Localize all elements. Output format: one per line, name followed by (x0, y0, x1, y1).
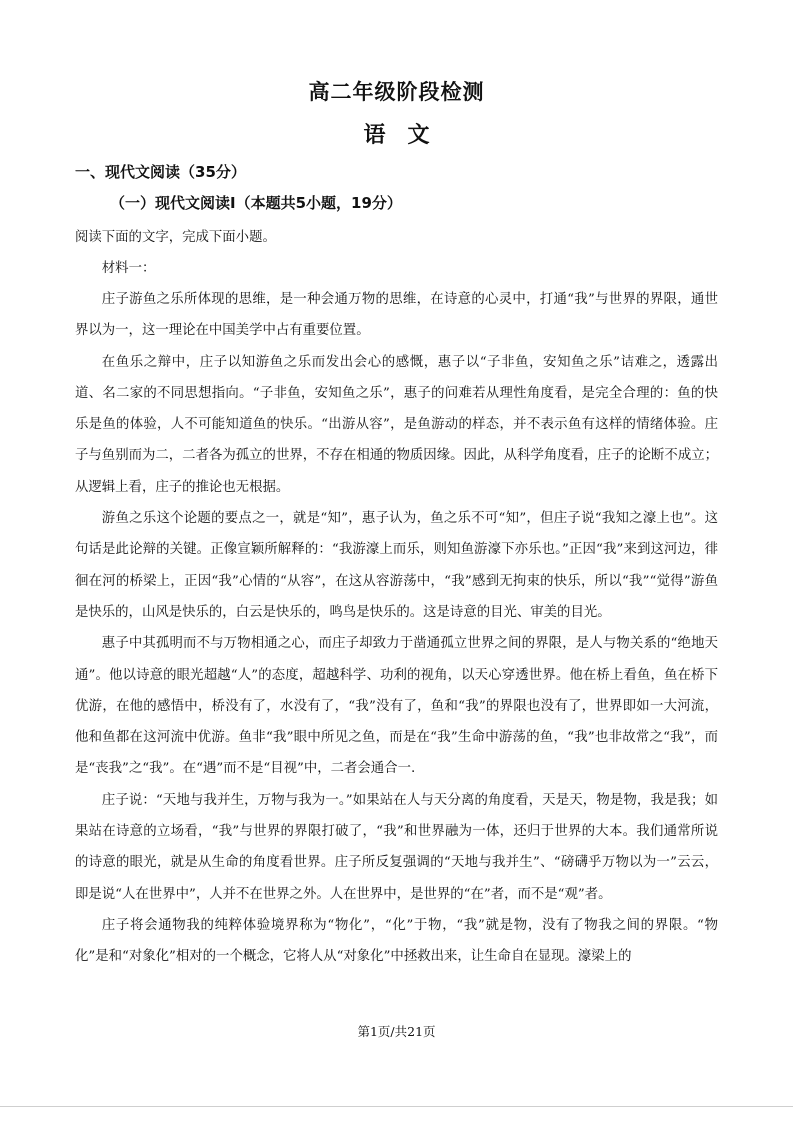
paragraph: 惠子中其孤明而不与万物相通之心，而庄子却致力于凿通孤立世界之间的界限，是人与物关系的“绝地天通”。他以诗意的眼光超越“人”的态度，超越科学、功利的视角，以天心穿透世界。他在桥上看鱼，鱼在桥下优游，在他的感悟中，桥没有了，水没有了，“我”没有了，鱼和“我”的界限也没有了，世界即如一大河流，他和鱼都在这河流中优游。鱼非“我”眼中所见之鱼，而是在“我”生命中游荡的鱼，“我”也非故常之“我”，而是“丧我”之“我”。在“遇”而不是“目视”中，二者会通合一. (75, 636, 718, 777)
material-label: 材料一： (101, 261, 156, 276)
page-number: 第1页/共21页 (357, 1024, 436, 1039)
subsection-heading: （一）现代文阅读Ⅰ（本题共5小题，19分） (110, 194, 402, 212)
paragraph: 庄子将会通物我的纯粹体验境界称为“物化”，“化”于物，“我”就是物，没有了物我之间的界限。“物化”是和“对象化”相对的一个概念，它将人从“对象化”中拯救出来，让生命自在显现。濠梁上的 (75, 917, 718, 965)
paragraph: 在鱼乐之辩中，庄子以知游鱼之乐而发出会心的感慨，惠子以“子非鱼，安知鱼之乐”诘难之，透露出道、名二家的不同思想指向。“子非鱼，安知鱼之乐”，惠子的问难若从理性角度看，是完全合理的：鱼的快乐是鱼的体验，人不可能知道鱼的快乐。“出游从容”，是鱼游动的样态，并不表示鱼有这样的情绪体验。庄子与鱼别而为二，二者各为孤立的世界，不存在相通的物质因缘。因此，从科学角度看，庄子的论断不成立；从逻辑上看，庄子的推论也无根据。 (75, 354, 718, 495)
paragraph: 游鱼之乐这个论题的要点之一，就是“知”，惠子认为，鱼之乐不可“知”，但庄子说“我知之濠上也”。这句话是此论辩的关键。正像宣颖所解释的：“我游濠上而乐，则知鱼游濠下亦乐也。”正因“我”来到这河边，徘徊在河的桥梁上，正因“我”心情的“从容”，在这从容游荡中，“我”感到无拘束的快乐，所以“我”“觉得”游鱼是快乐的，山风是快乐的，白云是快乐的，鸣鸟是快乐的。这是诗意的目光、审美的目光。 (75, 511, 718, 620)
exam-title: 高二年级阶段检测 (308, 80, 485, 104)
paragraph: 庄子游鱼之乐所体现的思维，是一种会通万物的思维，在诗意的心灵中，打通“我”与世界的界限，通世界以为一，这一理论在中国美学中占有重要位置。 (75, 292, 718, 339)
section-heading: 一、现代文阅读（35分） (75, 163, 246, 181)
page-divider (0, 1106, 793, 1107)
subject-title: 语文 (363, 123, 452, 148)
passage-body (75, 284, 718, 973)
paragraph: 庄子说：“天地与我并生，万物与我为一。”如果站在人与天分离的角度看，天是天，物是物，我是我；如果站在诗意的立场看，“我”与世界的界限打破了，“我”和世界融为一体，还归于世界的大本。我们通常所说的诗意的眼光，就是从生命的角度看世界。庄子所反复强调的“天地与我并生”、“磅礴乎万物以为一”云云，即是说“人在世界中”，人并不在世界之外。人在世界中，是世界的“在”者，而不是“观”者。 (75, 792, 718, 902)
reading-instruction: 阅读下面的文字，完成下面小题。 (75, 230, 276, 245)
